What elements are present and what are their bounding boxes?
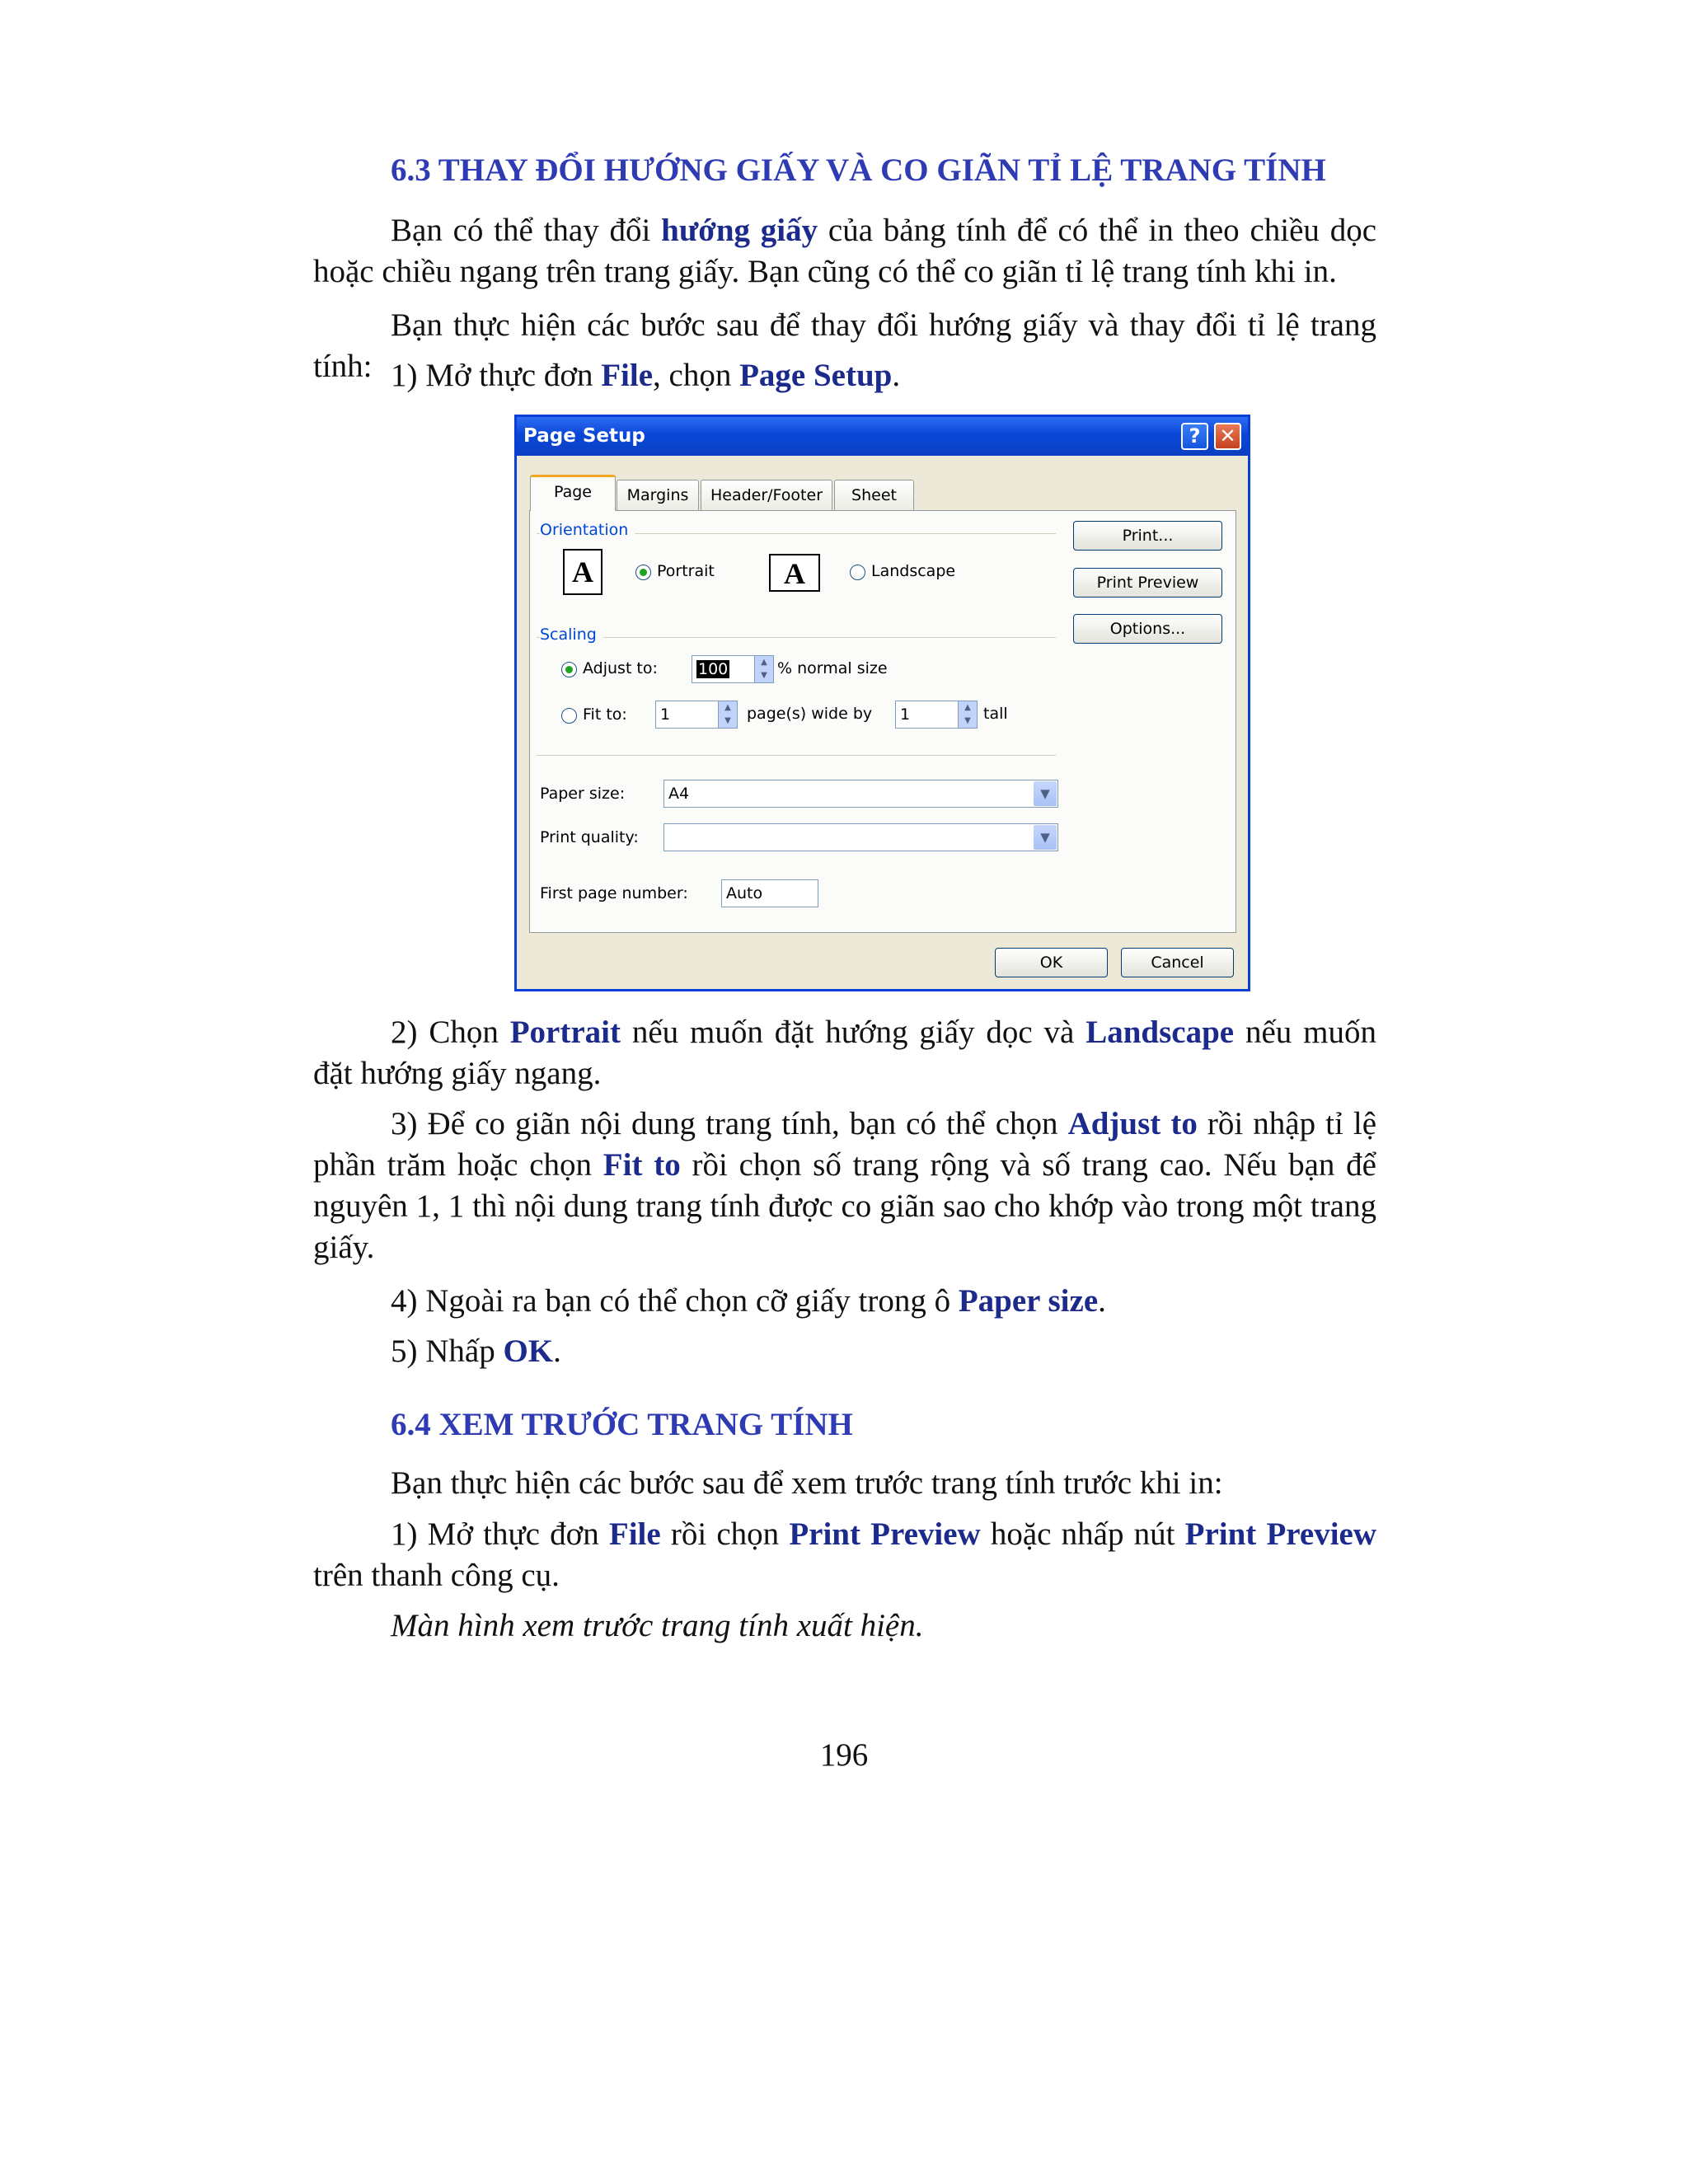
print-button[interactable]: Print... [1073,521,1222,551]
keyword-adjust-to: Adjust to [1067,1106,1198,1141]
preview-steps-intro: Bạn thực hiện các bước sau để xem trước trang tính trước khi in: [391,1465,1223,1501]
chevron-down-icon[interactable]: ▼ [1034,825,1057,850]
text: 1) Mở thực đơn [391,1516,609,1552]
landscape-radio[interactable] [850,565,865,580]
dialog-titlebar [517,417,1248,456]
portrait-page-icon: A [563,549,603,595]
text: rồi chọn số trang rộng và số trang cao. Nếu bạn để nguyên 1, 1 thì nội dung trang tính được co giãn sao cho khớp vào trong một trang giấy. [313,1147,1376,1265]
chevron-down-icon[interactable]: ▼ [1034,781,1057,806]
text: 2) Chọn [391,1015,510,1050]
page-setup-dialog [514,415,1250,991]
normal-size-label: % normal size [777,659,888,677]
pages-wide-spinner[interactable] [655,701,738,729]
fit-to-radio[interactable] [561,708,577,724]
step-3 [313,1104,1376,1268]
text: . [553,1333,561,1369]
print-quality-label: Print quality: [540,828,639,846]
keyword-huong-giay: hướng giấy [661,213,818,248]
tall-label: tall [983,705,1008,723]
text: của bảng tính để có thể in theo chiều dọc hoặc chiều ngang trên trang giấy. Bạn cũng có thể co giãn tỉ lệ trang tính khi in. [313,213,1376,289]
spinner-arrows-icon[interactable]: ▲ ▼ [754,656,773,682]
text: , chọn [653,358,740,393]
tab-header-footer[interactable]: Header/Footer [701,480,832,510]
pages-wide-value: 1 [660,705,671,724]
print-preview-button[interactable]: Print Preview [1073,568,1222,598]
text: nếu muốn đặt hướng giấy dọc và [621,1015,1086,1050]
portrait-label[interactable]: Portrait [657,562,715,580]
keyword-print-preview: Print Preview [1184,1516,1377,1552]
scaling-divider [537,637,1056,638]
dialog-title: Page Setup [523,425,645,447]
paper-divider [537,755,1056,756]
text: nếu muốn đặt hướng giấy ngang. [313,1015,1376,1091]
steps-intro-paragraph: Bạn thực hiện các bước sau để thay đổi hướng giấy và thay đổi tỉ lệ trang tính: [313,307,1376,384]
keyword-fit-to: Fit to [603,1147,681,1183]
text: 4) Ngoài ra bạn có thể chọn cỡ giấy trong ô [391,1283,959,1319]
keyword-ok: OK [503,1333,554,1369]
pages-tall-spinner[interactable] [895,701,978,729]
step-4 [313,1281,1376,1322]
print-quality-select[interactable] [663,823,1058,851]
portrait-radio[interactable] [635,565,651,580]
section-heading-6-3: 6.3 THAY ĐỔI HƯỚNG GIẤY VÀ CO GIÃN TỈ LỆ TRANG TÍNH [391,152,1326,188]
keyword-landscape: Landscape [1085,1015,1235,1050]
step-5 [313,1331,1376,1372]
spinner-arrows-icon[interactable]: ▲ ▼ [718,701,737,728]
intro-paragraph [313,210,1376,293]
section-heading-6-4: 6.4 XEM TRƯỚC TRANG TÍNH [391,1407,853,1442]
tab-margins[interactable]: Margins [617,480,699,510]
pages-wide-by-label: page(s) wide by [747,705,873,723]
text: 5) Nhấp [391,1333,504,1369]
keyword-page-setup: Page Setup [739,358,893,393]
tab-sheet[interactable]: Sheet [834,480,914,510]
close-icon[interactable]: ✕ [1214,423,1241,450]
scaling-group-label: Scaling [540,626,603,644]
tab-page[interactable]: Page [530,475,616,511]
text: trên thanh công cụ. [313,1558,560,1593]
keyword-file: File [608,1516,661,1552]
paper-size-label: Paper size: [540,785,626,803]
keyword-file: File [601,358,654,393]
text: . [1098,1283,1106,1319]
spinner-arrows-icon[interactable]: ▲ ▼ [958,701,977,728]
options-button[interactable]: Options... [1073,614,1222,644]
first-page-number-label: First page number: [540,884,688,902]
text: . [892,358,901,393]
landscape-page-icon: A [769,554,820,592]
text: hoặc nhấp nút [980,1516,1185,1552]
step-2 [313,1012,1376,1094]
orientation-group-label: Orientation [540,521,635,539]
step-1 [313,355,1376,396]
help-icon[interactable]: ? [1181,423,1208,450]
keyword-print-preview: Print Preview [789,1516,981,1552]
keyword-portrait: Portrait [509,1015,621,1050]
page-number: 196 [819,1737,869,1773]
text: 1) Mở thực đơn [391,358,602,393]
cancel-button[interactable]: Cancel [1121,948,1234,977]
keyword-paper-size: Paper size [958,1283,1099,1319]
paper-size-select[interactable] [663,780,1058,808]
preview-step-1 [313,1514,1376,1596]
paper-size-value: A4 [668,785,690,803]
text: rồi chọn [660,1516,790,1552]
text: 3) Để co giãn nội dung trang tính, bạn có thể chọn [391,1106,1068,1141]
preview-result-note: Màn hình xem trước trang tính xuất hiện. [391,1608,924,1643]
text: rồi nhập tỉ lệ phần trăm hoặc chọn [313,1106,1377,1183]
ok-button[interactable]: OK [995,948,1108,977]
text: Bạn có thể thay đổi [391,213,662,248]
first-page-number-input[interactable]: Auto [721,879,818,907]
adjust-value: 100 [698,660,729,678]
fit-to-label[interactable]: Fit to: [583,705,627,724]
adjust-to-radio[interactable] [561,662,577,677]
landscape-label[interactable]: Landscape [871,562,956,580]
adjust-to-spinner[interactable] [692,655,774,683]
adjust-to-label[interactable]: Adjust to: [583,659,658,677]
pages-tall-value: 1 [900,705,911,724]
